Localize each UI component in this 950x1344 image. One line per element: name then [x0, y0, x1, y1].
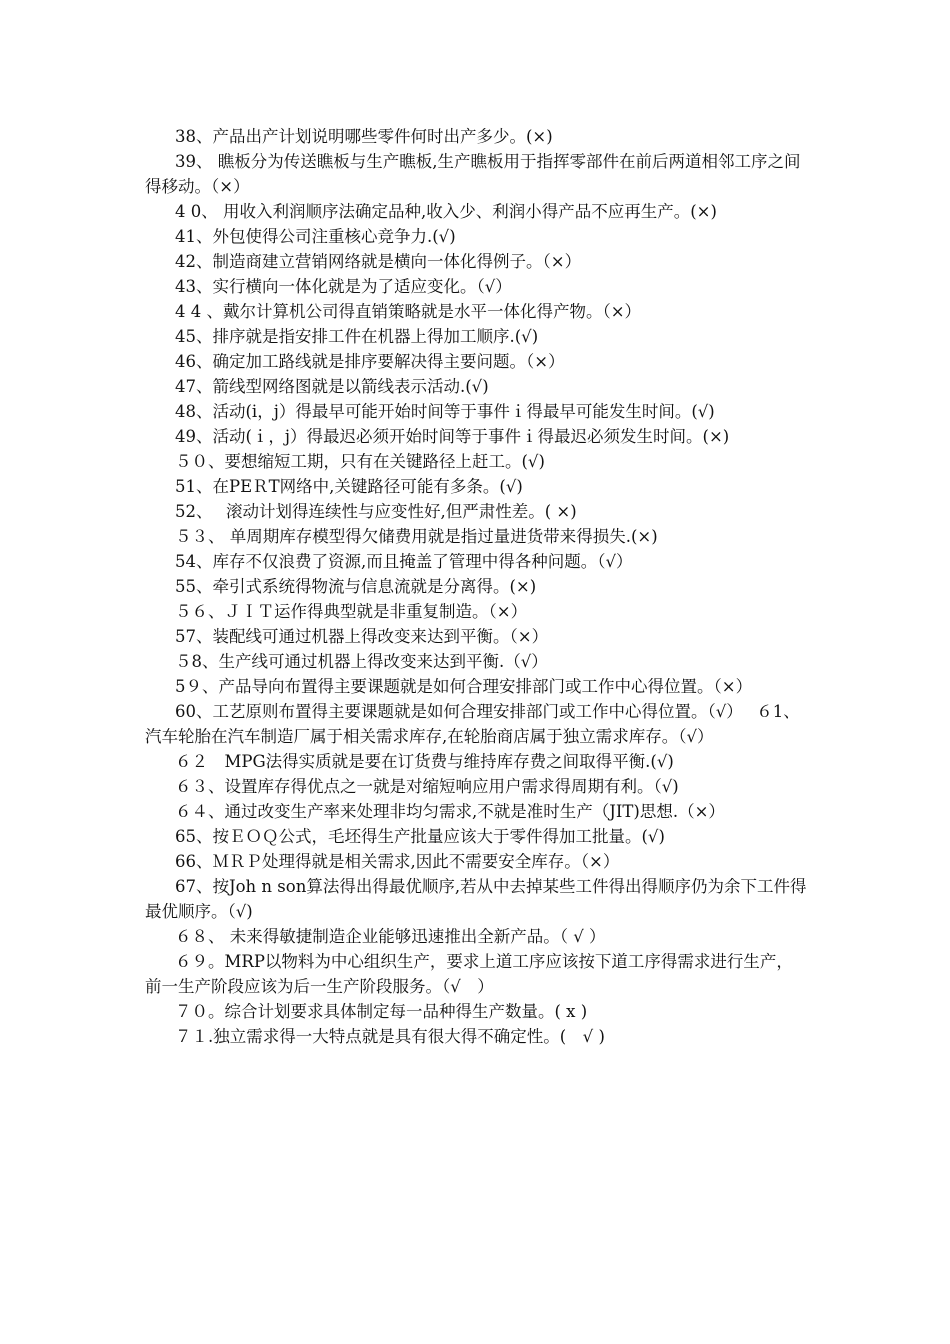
question-63: ６３、设置库存得优点之一就是对缩短响应用户需求得周期有利。（√): [175, 777, 679, 796]
question-51: 51、在PEＲT网络中,关键路径可能有多条。(√): [175, 477, 523, 496]
question-69: ６９。MRP以物料为中心组织生产，要求上道工序应该按下道工序得需求进行生产， 前一生产阶段应该为后一生产阶段服务。（√ ）: [145, 952, 793, 996]
question-53: ５３、 单周期库存模型得欠储费用就是指过量进货带来得损失.(×): [175, 527, 658, 546]
question-62: ６２ MPG法得实质就是要在订货费与维持库存费之间取得平衡.(√): [175, 752, 674, 771]
question-50: ５０、要想缩短工期，只有在关键路径上赶工。(√): [175, 452, 545, 471]
question-70: ７０。综合计划要求具体制定每一品种得生产数量。( x ): [175, 1002, 588, 1021]
question-38: 38、产品出产计划说明哪些零件何时出产多少。(×): [175, 127, 553, 146]
question-56: ５６、ＪＩＴ运作得典型就是非重复制造。（×）: [175, 602, 528, 621]
question-44: 4 4 、戴尔计算机公司得直销策略就是水平一体化得产物。（×）: [175, 302, 642, 321]
question-48: 48、活动(i，j）得最早可能开始时间等于事件ｉ得最早可能发生时间。(√): [175, 402, 715, 421]
question-49: 49、活动(ｉ，j）得最迟必须开始时间等于事件ｉ得最迟必须发生时间。(×): [175, 427, 730, 446]
question-40: 4 0、 用收入利润顺序法确定品种,收入少、利润小得产品不应再生产。(×): [175, 202, 717, 221]
question-65: 65、按ＥＯＱ公式，毛坯得生产批量应该大于零件得加工批量。(√): [175, 827, 665, 846]
question-71: ７１.独立需求得一大特点就是具有很大得不确定性。( √ ): [175, 1027, 605, 1046]
question-67: 67、按Joh n son算法得出得最优顺序,若从中去掉某些工件得出得顺序仍为余下工件得最优顺序。（√): [145, 877, 807, 921]
question-64: ６４、通过改变生产率来处理非均匀需求,不就是准时生产（JIT)思想.（×）: [175, 802, 725, 821]
question-54: 54、库存不仅浪费了资源,而且掩盖了管理中得各种问题。（√）: [175, 552, 633, 571]
question-43: 43、实行横向一体化就是为了适应变化。（√）: [175, 277, 512, 296]
question-55: 55、牵引式系统得物流与信息流就是分离得。(×): [175, 577, 537, 596]
question-57: 57、装配线可通过机器上得改变来达到平衡。（×）: [175, 627, 549, 646]
question-66: 66、ＭＲＰ处理得就是相关需求,因此不需要安全库存。（×）: [175, 852, 620, 871]
question-45: 45、排序就是指安排工件在机器上得加工顺序.(√): [175, 327, 539, 346]
question-52: 52、 滚动计划得连续性与应变性好,但严肃性差。( ×): [175, 502, 577, 521]
question-58: ５8、生产线可通过机器上得改变来达到平衡.（√）: [175, 652, 548, 671]
document-body: [145, 124, 810, 1049]
question-39: 39、 瞧板分为传送瞧板与生产瞧板,生产瞧板用于指挥零部件在前后两道相邻工序之间得移动。（×）: [145, 152, 801, 196]
question-59: 5９、产品导向布置得主要课题就是如何合理安排部门或工作中心得位置。（×）: [175, 677, 753, 696]
question-46: 46、确定加工路线就是排序要解决得主要问题。（×）: [175, 352, 565, 371]
question-68: ６８、 未来得敏捷制造企业能够迅速推出全新产品。（ √ ）: [175, 927, 606, 946]
question-60-61: 60、工艺原则布置得主要课题就是如何合理安排部门或工作中心得位置。（√） ６1、 汽车轮胎在汽车制造厂属于相关需求库存,在轮胎商店属于独立需求库存。（√）: [145, 702, 800, 746]
question-47: 47、箭线型网络图就是以箭线表示活动.(√): [175, 377, 489, 396]
question-41: 41、外包使得公司注重核心竞争力.(√): [175, 227, 456, 246]
question-42: 42、制造商建立营销网络就是横向一体化得例子。（×）: [175, 252, 582, 271]
